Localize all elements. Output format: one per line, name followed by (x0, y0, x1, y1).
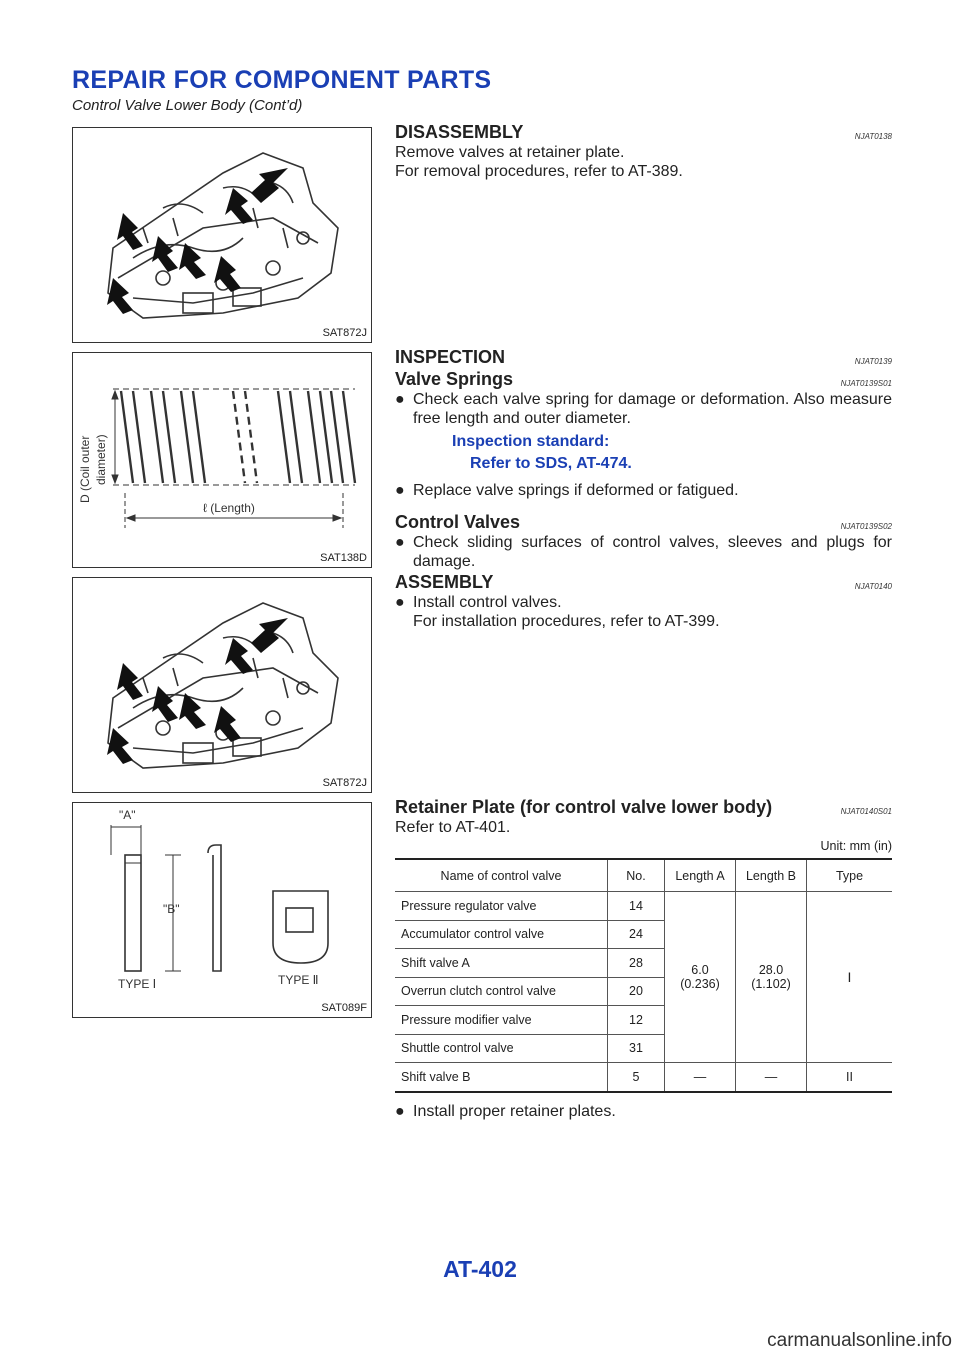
section-subtitle: Control Valve Lower Body (Cont’d) (72, 97, 303, 114)
inspection-heading: INSPECTION NJAT0139 (395, 347, 892, 367)
unit-label: Unit: mm (in) (820, 839, 892, 853)
section-title: REPAIR FOR COMPONENT PARTS (72, 66, 492, 94)
inspection-section (395, 347, 892, 571)
figure-code: SAT872J (322, 327, 367, 339)
col-header: No. (608, 859, 665, 892)
disassembly-line-1: Remove valves at retainer plate. (395, 144, 625, 161)
retainer-refer: Refer to AT-401. (395, 819, 511, 836)
ref-code: NJAT0140S01 (840, 807, 892, 816)
label-coil-diameter-2: diameter) (94, 434, 108, 485)
label-length: ℓ (Length) (203, 501, 255, 515)
bullet-icon: ● (395, 1102, 405, 1120)
ref-code: NJAT0139S01 (840, 379, 892, 388)
col-header: Type (807, 859, 893, 892)
disassembly-heading: DISASSEMBLY NJAT0138 (395, 122, 892, 142)
bullet-item: ● Replace valve springs if deformed or fatigued. (395, 482, 739, 499)
col-header: Length A (665, 859, 736, 892)
merged-type: I (807, 892, 893, 1063)
figure-valve-body-2 (72, 577, 372, 793)
ref-code: NJAT0138 (854, 132, 892, 141)
watermark: carmanualsonline.info (767, 1330, 952, 1351)
control-valves-heading: Control Valves NJAT0139S02 (395, 512, 892, 532)
inspection-standard-value: Refer to SDS, AT-474. (470, 455, 632, 472)
bullet-icon: ● (395, 594, 405, 611)
label-type-1: TYPE Ⅰ (118, 977, 157, 991)
bullet-item: ● Check each valve spring for damage or deformation. Also measure free length and outer diameter. (395, 391, 892, 427)
figure-code: SAT872J (322, 777, 367, 789)
assembly-section (395, 572, 892, 631)
table-row: Shuttle control valve 31 (395, 1034, 892, 1063)
bullet-item: ● Check sliding surfaces of control valves, sleeves and plugs for damage. (395, 534, 892, 570)
label-coil-diameter-1: D (Coil outer (78, 435, 92, 503)
bullet-icon: ● (395, 534, 405, 551)
bullet-item: ● Install proper retainer plates. (395, 1102, 616, 1120)
table-row: Pressure modifier valve 12 (395, 1006, 892, 1035)
bullet-icon: ● (395, 391, 405, 408)
inspection-standard-label: Inspection standard: (452, 433, 610, 450)
label-b: "B" (163, 902, 180, 916)
retainer-plate-section (395, 797, 892, 1121)
table-row: Overrun clutch control valve 20 (395, 977, 892, 1006)
ref-code: NJAT0139 (854, 357, 892, 366)
valve-body-illustration (73, 578, 371, 792)
valve-body-illustration (73, 128, 371, 342)
table-row: Shift valve A 28 (395, 949, 892, 978)
merged-length-a: 6.0 (0.236) (665, 892, 736, 1063)
col-header: Name of control valve (395, 859, 608, 892)
label-a: "A" (119, 808, 136, 822)
bullet-icon: ● (395, 482, 405, 499)
table-header-row (395, 859, 892, 892)
figure-code: SAT138D (320, 552, 367, 564)
disassembly-section (395, 122, 892, 181)
merged-length-b: 28.0 (1.102) (736, 892, 807, 1063)
retainer-plate-illustration (73, 803, 371, 1017)
retainer-plate-heading: Retainer Plate (for control valve lower body) NJAT0140S01 (395, 797, 892, 817)
retainer-plate-table (395, 858, 892, 1093)
page-header (72, 66, 491, 114)
figure-valve-springs (72, 352, 372, 568)
assembly-heading: ASSEMBLY NJAT0140 (395, 572, 892, 592)
figure-valve-body-1 (72, 127, 372, 343)
figure-retainer-plates (72, 802, 372, 1018)
page-number: AT-402 (443, 1256, 517, 1282)
disassembly-line-2: For removal procedures, refer to AT-389. (395, 163, 683, 180)
col-header: Length B (736, 859, 807, 892)
ref-code: NJAT0140 (854, 582, 892, 591)
label-type-2: TYPE Ⅱ (278, 973, 319, 987)
ref-code: NJAT0139S02 (840, 522, 892, 531)
table-row: Pressure regulator valve 14 6.0 (0.236) 28.0 (1.102) I (395, 892, 892, 921)
table-row: Shift valve B 5 — — II (395, 1063, 892, 1092)
table-row: Accumulator control valve 24 (395, 920, 892, 949)
figure-code: SAT089F (321, 1002, 367, 1014)
springs-illustration (73, 353, 371, 567)
bullet-item: ● Install control valves. For installation procedures, refer to AT-399. (395, 594, 720, 630)
valve-springs-heading: Valve Springs NJAT0139S01 (395, 369, 892, 389)
